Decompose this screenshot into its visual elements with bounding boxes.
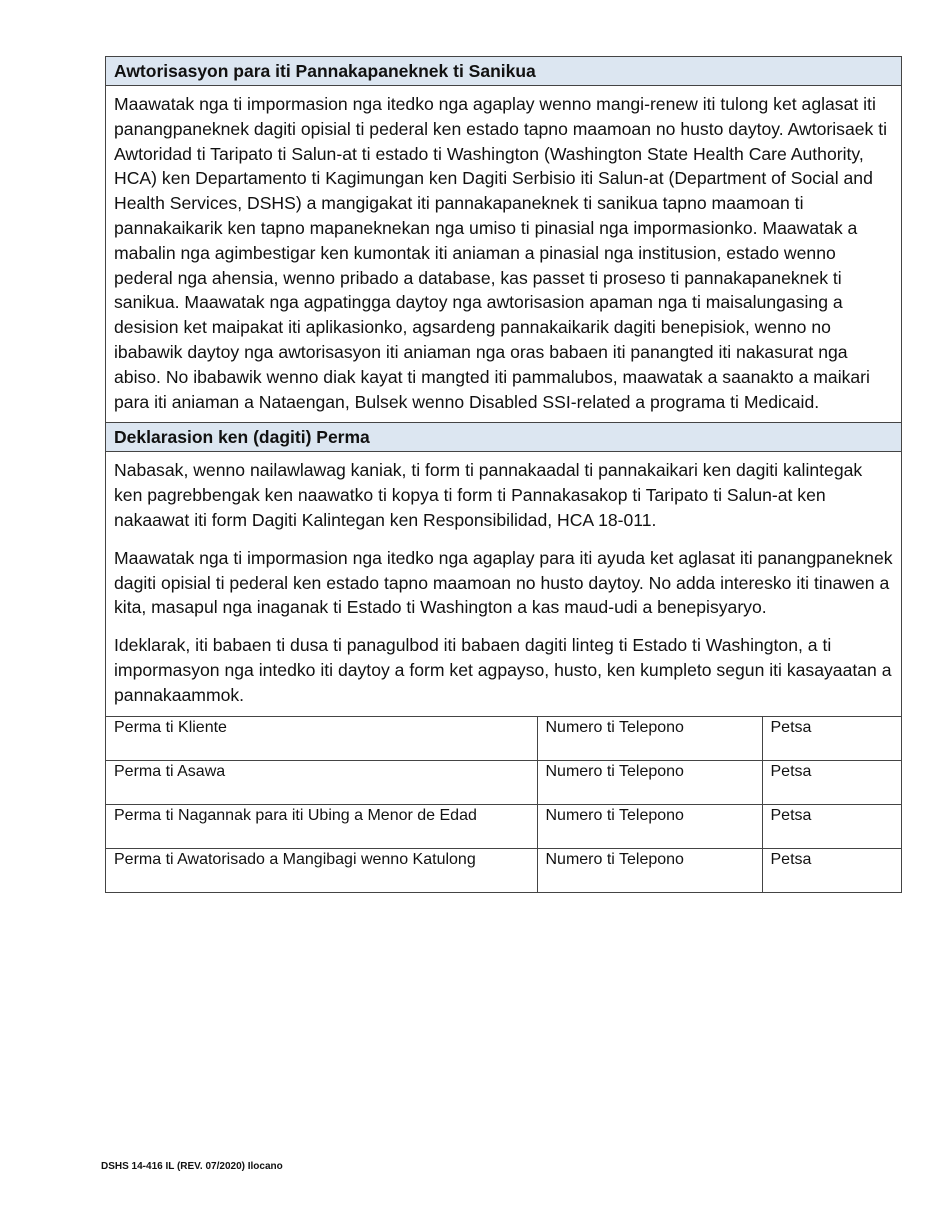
table-row bbox=[106, 716, 901, 760]
declaration-paragraph: Ideklarak, iti babaen ti dusa ti panagulbod iti babaen dagiti linteg ti Estado ti Washington, a ti impormasyon nga intedko iti daytoy a form ket agpayso, husto, ken kumpleto segun iti kasayaatan a pannakaammok. bbox=[114, 635, 892, 705]
authorization-section bbox=[106, 86, 901, 422]
client-phone-field[interactable]: Numero ti Telepono bbox=[537, 716, 762, 760]
representative-phone-field[interactable]: Numero ti Telepono bbox=[537, 848, 762, 892]
parent-date-field[interactable]: Petsa bbox=[762, 804, 901, 848]
declaration-paragraph: Nabasak, wenno nailawlawag kaniak, ti form ti pannakaadal ti pannakaikari ken dagiti kalintegak ken pagrebbengak ken naawatko ti kopya ti form ti Pannakasakop ti Taripato ti Salun-at ken nakaawat iti form Dagiti Kalintegan ken Responsibilidad, HCA 18-011. bbox=[114, 460, 863, 530]
client-date-field[interactable]: Petsa bbox=[762, 716, 901, 760]
authorization-heading: Awtorisasyon para iti Pannakapaneknek ti Sanikua bbox=[106, 57, 901, 86]
spouse-date-field[interactable]: Petsa bbox=[762, 760, 901, 804]
parent-phone-field[interactable]: Numero ti Telepono bbox=[537, 804, 762, 848]
declaration-section bbox=[106, 452, 901, 715]
declaration-heading: Deklarasion ken (dagiti) Perma bbox=[106, 422, 901, 452]
table-row bbox=[106, 848, 901, 892]
form-container bbox=[105, 56, 902, 893]
representative-date-field[interactable]: Petsa bbox=[762, 848, 901, 892]
representative-signature-field[interactable]: Perma ti Awatorisado a Mangibagi wenno Katulong bbox=[106, 848, 537, 892]
signature-table bbox=[106, 716, 901, 893]
parent-signature-field[interactable]: Perma ti Nagannak para iti Ubing a Menor de Edad bbox=[106, 804, 537, 848]
client-signature-field[interactable]: Perma ti Kliente bbox=[106, 716, 537, 760]
declaration-paragraph: Maawatak nga ti impormasion nga itedko nga agaplay para iti ayuda ket aglasat iti panangpaneknek dagiti opisial ti pederal ken estado tapno maamoan no husto daytoy. No adda interesko iti tinawen a kita, masapul nga inaganak ti Estado ti Washington a kas maud-udi a benepisyaryo. bbox=[114, 547, 893, 618]
spouse-signature-field[interactable]: Perma ti Asawa bbox=[106, 760, 537, 804]
spouse-phone-field[interactable]: Numero ti Telepono bbox=[537, 760, 762, 804]
table-row bbox=[106, 804, 901, 848]
form-id-footer: DSHS 14-416 IL (REV. 07/2020) Ilocano bbox=[101, 1161, 283, 1172]
table-row bbox=[106, 760, 901, 804]
authorization-text: Maawatak nga ti impormasion nga itedko nga agaplay wenno mangi-renew iti tulong ket aglasat iti panangpaneknek dagiti opisial ti pederal ken estado tapno maamoan no husto daytoy. Awtorisaek ti Awtoridad ti Taripato ti Salun-at ti estado ti Washington (Washington State Health Care Authority, HCA) ken Departamento ti Kagimungan ken Dagiti Serbisio iti Salun-at (Department of Social and Health Services, DSHS) a mangigakat iti pannakapaneknek ti sanikua tapno maamoan ti pannakaikarik ken tapno mapaneknekan nga umiso ti pinasial nga impormasionko. Maawatak a mabalin nga agimbestigar ken kumontak iti aniaman a pinasial nga institusion, estado wenno pederal nga ahensia, wenno pribado a database, kas passet ti proseso ti pannakapaneknek ti sanikua. Maawatak nga agpatingga daytoy nga awtorisasion apaman nga ti maisalungasing a desision ket maipakat iti aplikasionko, agsardeng pannakaikarik dagiti benepisiok, wenno no ibabawik daytoy nga awtorisasyon iti aniaman nga oras babaen iti panangted iti nakasurat nga abiso. No ibabawik wenno diak kayat ti mangted iti pammalubos, maawatak a saanakto a maikari para iti aniaman a Nataengan, Bulsek wenno Disabled SSI-related a programa ti Medicaid. bbox=[114, 94, 888, 412]
